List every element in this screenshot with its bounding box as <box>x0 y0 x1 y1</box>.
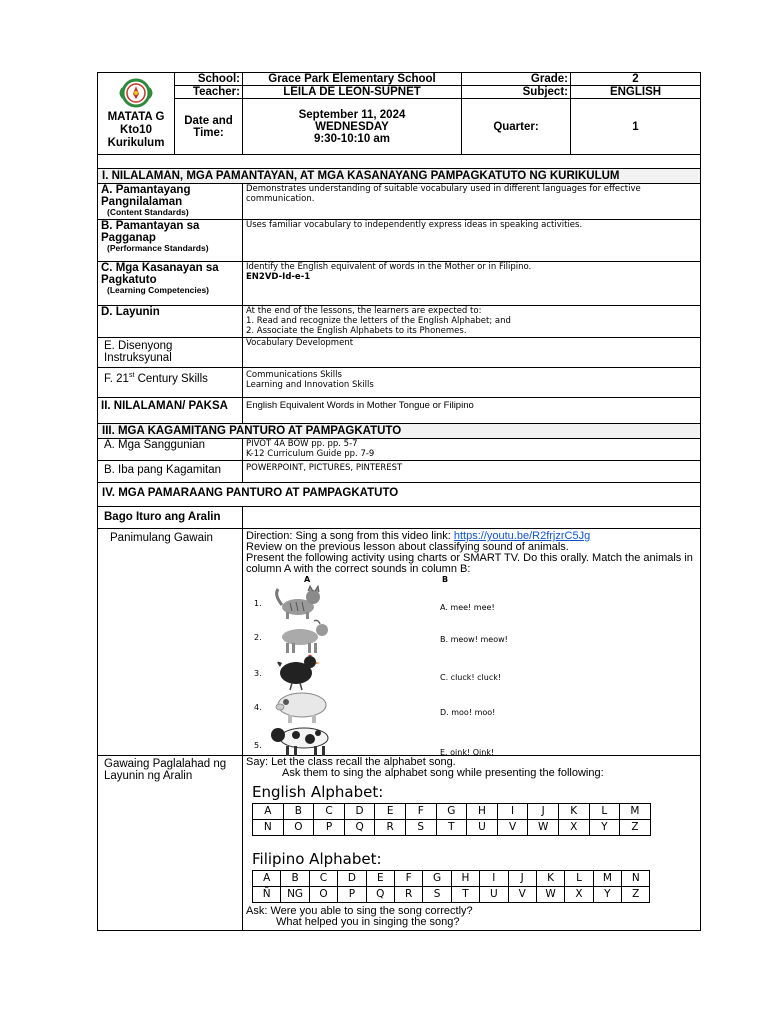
alphabet-letter: R <box>375 820 406 836</box>
date-label: Date and Time: <box>175 99 243 155</box>
ask-question-line: Ask: Were you able to sing the song correctly? <box>246 905 473 917</box>
alphabet-letter: Y <box>593 887 621 903</box>
alphabet-letter: B <box>281 871 309 887</box>
section-1-title: I. NILALAMAN, MGA PAMANTAYAN, AT MGA KASANAYANG PAMPAGKATUTO NG KURIKULUM <box>98 169 701 184</box>
label-sub: (Learning Competencies) <box>107 285 210 295</box>
presentation-activity-label: Gawaing Paglalahad ng Layunin ng Aralin <box>98 756 243 931</box>
video-link[interactable]: https://youtu.be/R2frjzrC5Jg <box>453 530 591 542</box>
logo-caption: MATATA G Kto10 Kurikulum <box>107 110 165 149</box>
date-line: September 11, 2024 <box>298 108 406 121</box>
alphabet-letter: D <box>338 871 366 887</box>
school-value: Grace Park Elementary School <box>243 73 462 86</box>
alphabet-letter: O <box>283 820 314 836</box>
label-text: C. Mga Kasanayan sa Pagkatuto <box>101 262 219 286</box>
century-skills-label <box>98 368 243 398</box>
alphabet-letter: N <box>253 820 284 836</box>
alphabet-letter: M <box>593 871 621 887</box>
animal-number: 2. <box>254 633 262 642</box>
alphabet-letter: E <box>375 804 406 820</box>
alphabet-letter: O <box>309 887 337 903</box>
column-b-header: B <box>442 575 449 584</box>
opening-activity-label: Panimulang Gawain <box>98 529 243 756</box>
presentation-activity-value <box>243 756 701 931</box>
label-text: Century Skills <box>134 372 208 385</box>
alphabet-letter: K <box>536 871 564 887</box>
reference-line: K-12 Curriculum Guide pp. 7-9 <box>246 449 375 459</box>
day-line: WEDNESDAY <box>315 120 389 133</box>
school-label: School: <box>175 73 243 86</box>
alphabet-letter: P <box>338 887 366 903</box>
say-line: Say: Let the class recall the alphabet song. <box>246 756 456 768</box>
instructional-design-label <box>98 338 243 368</box>
label-text: F. 21 <box>104 372 129 385</box>
ask-line: Ask them to sing the alphabet song while presenting the following: <box>282 767 604 779</box>
alphabet-letter: F <box>405 804 436 820</box>
quarter-value: 1 <box>571 99 701 155</box>
lesson-plan-table <box>97 72 701 931</box>
reference-line: PIVOT 4A BOW pp. pp. 5-7 <box>246 439 358 449</box>
animal-number: 3. <box>254 669 262 678</box>
performance-standards-value: Uses familiar vocabulary to independently express ideas in speaking activities. <box>243 220 701 262</box>
alphabet-letter: Y <box>589 820 620 836</box>
before-lesson-value <box>243 507 701 529</box>
animal-number: 5. <box>254 741 262 750</box>
century-skills-value <box>243 368 701 398</box>
alphabet-letter: T <box>436 820 467 836</box>
references-label: A. Mga Sanggunian <box>98 439 243 461</box>
alphabet-letter: X <box>558 820 589 836</box>
time-line: 9:30-10:10 am <box>313 132 391 145</box>
alphabet-letter: V <box>497 820 528 836</box>
other-materials-value: POWERPOINT, PICTURES, PINTEREST <box>243 461 701 483</box>
sound-item: A. mee! mee! <box>440 603 495 612</box>
sound-item: B. meow! meow! <box>440 635 508 644</box>
date-value <box>243 99 462 155</box>
alphabet-letter: R <box>394 887 422 903</box>
competency-code: EN2VD-Id-e-1 <box>246 272 311 282</box>
ask-question-line: What helped you in singing the song? <box>276 916 460 928</box>
objectives-value <box>243 306 701 338</box>
cat-icon <box>268 585 328 619</box>
alphabet-letter: X <box>565 887 593 903</box>
grade-value: 2 <box>571 73 701 86</box>
alphabet-letter: J <box>528 804 559 820</box>
alphabet-letter: W <box>536 887 564 903</box>
deped-seal-icon <box>114 78 158 108</box>
skill-line: Communications Skills <box>246 370 342 380</box>
learning-competencies-value <box>243 262 701 306</box>
alphabet-letter: C <box>309 871 337 887</box>
alphabet-letter: H <box>451 871 479 887</box>
alphabet-letter: NG <box>281 887 309 903</box>
objective-line: 2. Associate the English Alphabets to its Phonemes. <box>246 326 467 336</box>
competency-text: Identify the English equivalent of words in the Mother or in Filipino. <box>246 262 532 272</box>
alphabet-letter: E <box>366 871 394 887</box>
alphabet-letter: D <box>344 804 375 820</box>
sound-item: C. cluck! cluck! <box>440 673 502 682</box>
present-line: Present the following activity using charts or SMART TV. Do this orally. Match the animals in column A with the correct sounds in column B: <box>246 552 693 575</box>
spacer-row <box>98 155 701 169</box>
alphabet-letter: A <box>253 804 284 820</box>
alphabet-row <box>253 887 650 903</box>
direction-text: Direction: Sing a song from this video link: <box>246 530 454 542</box>
hen-icon <box>272 653 324 691</box>
learning-competencies-label <box>98 262 243 306</box>
alphabet-letter: J <box>508 871 536 887</box>
section-4-title: IV. MGA PAMARAANG PANTURO AT PAMPAGKATUTO <box>98 483 701 507</box>
review-line: Review on the previous lesson about classifying sound of animals. <box>246 541 569 553</box>
opening-activity-value <box>243 529 701 756</box>
logo-cell <box>98 73 175 155</box>
alphabet-letter: K <box>558 804 589 820</box>
objectives-label: D. Layunin <box>98 306 243 338</box>
label-text: A. Pamantayang Pangnilalaman <box>101 184 191 208</box>
label-text: E. Disenyong Instruksyunal <box>104 340 173 364</box>
subject-label: Subject: <box>462 86 571 99</box>
skill-line: Learning and Innovation Skills <box>246 380 374 390</box>
references-value <box>243 439 701 461</box>
performance-standards-label <box>98 220 243 262</box>
content-standards-label <box>98 184 243 220</box>
other-materials-label: B. Iba pang Kagamitan <box>98 461 243 483</box>
alphabet-letter: V <box>508 887 536 903</box>
filipino-alphabet-title: Filipino Alphabet: <box>252 850 382 868</box>
grade-label: Grade: <box>462 73 571 86</box>
objective-line: 1. Read and recognize the letters of the English Alphabet; and <box>246 316 511 326</box>
column-a-header: A <box>304 575 311 584</box>
alphabet-letter: L <box>589 804 620 820</box>
sound-item: D. moo! moo! <box>440 708 496 717</box>
sound-item: E. oink! Oink! <box>440 748 495 757</box>
quarter-label: Quarter: <box>462 99 571 155</box>
teacher-value: LEILA DE LEON-SUPNET <box>243 86 462 99</box>
alphabet-letter: T <box>451 887 479 903</box>
alphabet-letter: P <box>314 820 345 836</box>
alphabet-letter: Ñ <box>253 887 281 903</box>
teacher-label: Teacher: <box>175 86 243 99</box>
alphabet-letter: Q <box>344 820 375 836</box>
label-text: B. Pamantayan sa Pagganap <box>101 220 200 244</box>
objective-line: At the end of the lessons, the learners are expected to: <box>246 306 482 316</box>
label-sub: (Performance Standards) <box>107 243 209 253</box>
content-topic-label: II. NILALAMAN/ PAKSA <box>98 398 243 424</box>
alphabet-letter: U <box>480 887 508 903</box>
label-sub: (Content Standards) <box>107 207 189 217</box>
section-3-title: III. MGA KAGAMITANG PANTURO AT PAMPAGKATUTO <box>98 424 701 439</box>
alphabet-row <box>253 820 651 836</box>
subject-value: ENGLISH <box>571 86 701 99</box>
alphabet-letter: G <box>423 871 451 887</box>
pig-icon <box>270 689 334 723</box>
animal-number: 4. <box>254 703 262 712</box>
content-topic-value: English Equivalent Words in Mother Tongue or Filipino <box>243 398 701 424</box>
alphabet-letter: U <box>467 820 498 836</box>
alphabet-letter: I <box>497 804 528 820</box>
animal-number: 1. <box>254 599 262 608</box>
alphabet-letter: B <box>283 804 314 820</box>
alphabet-letter: G <box>436 804 467 820</box>
alphabet-letter: C <box>314 804 345 820</box>
alphabet-letter: I <box>480 871 508 887</box>
alphabet-letter: S <box>405 820 436 836</box>
lesson-plan-page <box>97 72 700 931</box>
english-alphabet-title: English Alphabet: <box>252 783 384 801</box>
alphabet-letter: L <box>565 871 593 887</box>
english-alphabet-table <box>252 803 651 836</box>
alphabet-row <box>253 871 650 887</box>
alphabet-letter: Z <box>620 820 651 836</box>
alphabet-letter: N <box>622 871 650 887</box>
alphabet-letter: A <box>253 871 281 887</box>
before-lesson-label: Bago Ituro ang Aralin <box>98 507 243 529</box>
filipino-alphabet-table <box>252 870 650 903</box>
instructional-design-value: Vocabulary Development <box>243 338 701 368</box>
alphabet-letter: F <box>394 871 422 887</box>
alphabet-letter: Z <box>622 887 650 903</box>
goat-icon <box>268 619 334 653</box>
alphabet-letter: W <box>528 820 559 836</box>
cow-icon <box>266 723 338 757</box>
content-standards-value: Demonstrates understanding of suitable vocabulary used in different languages for effective communication. <box>243 184 701 220</box>
alphabet-letter: H <box>467 804 498 820</box>
alphabet-letter: S <box>423 887 451 903</box>
alphabet-letter: M <box>620 804 651 820</box>
matching-activity <box>246 575 697 755</box>
label-sup: st <box>128 372 135 379</box>
alphabet-row <box>253 804 651 820</box>
alphabet-letter: Q <box>366 887 394 903</box>
